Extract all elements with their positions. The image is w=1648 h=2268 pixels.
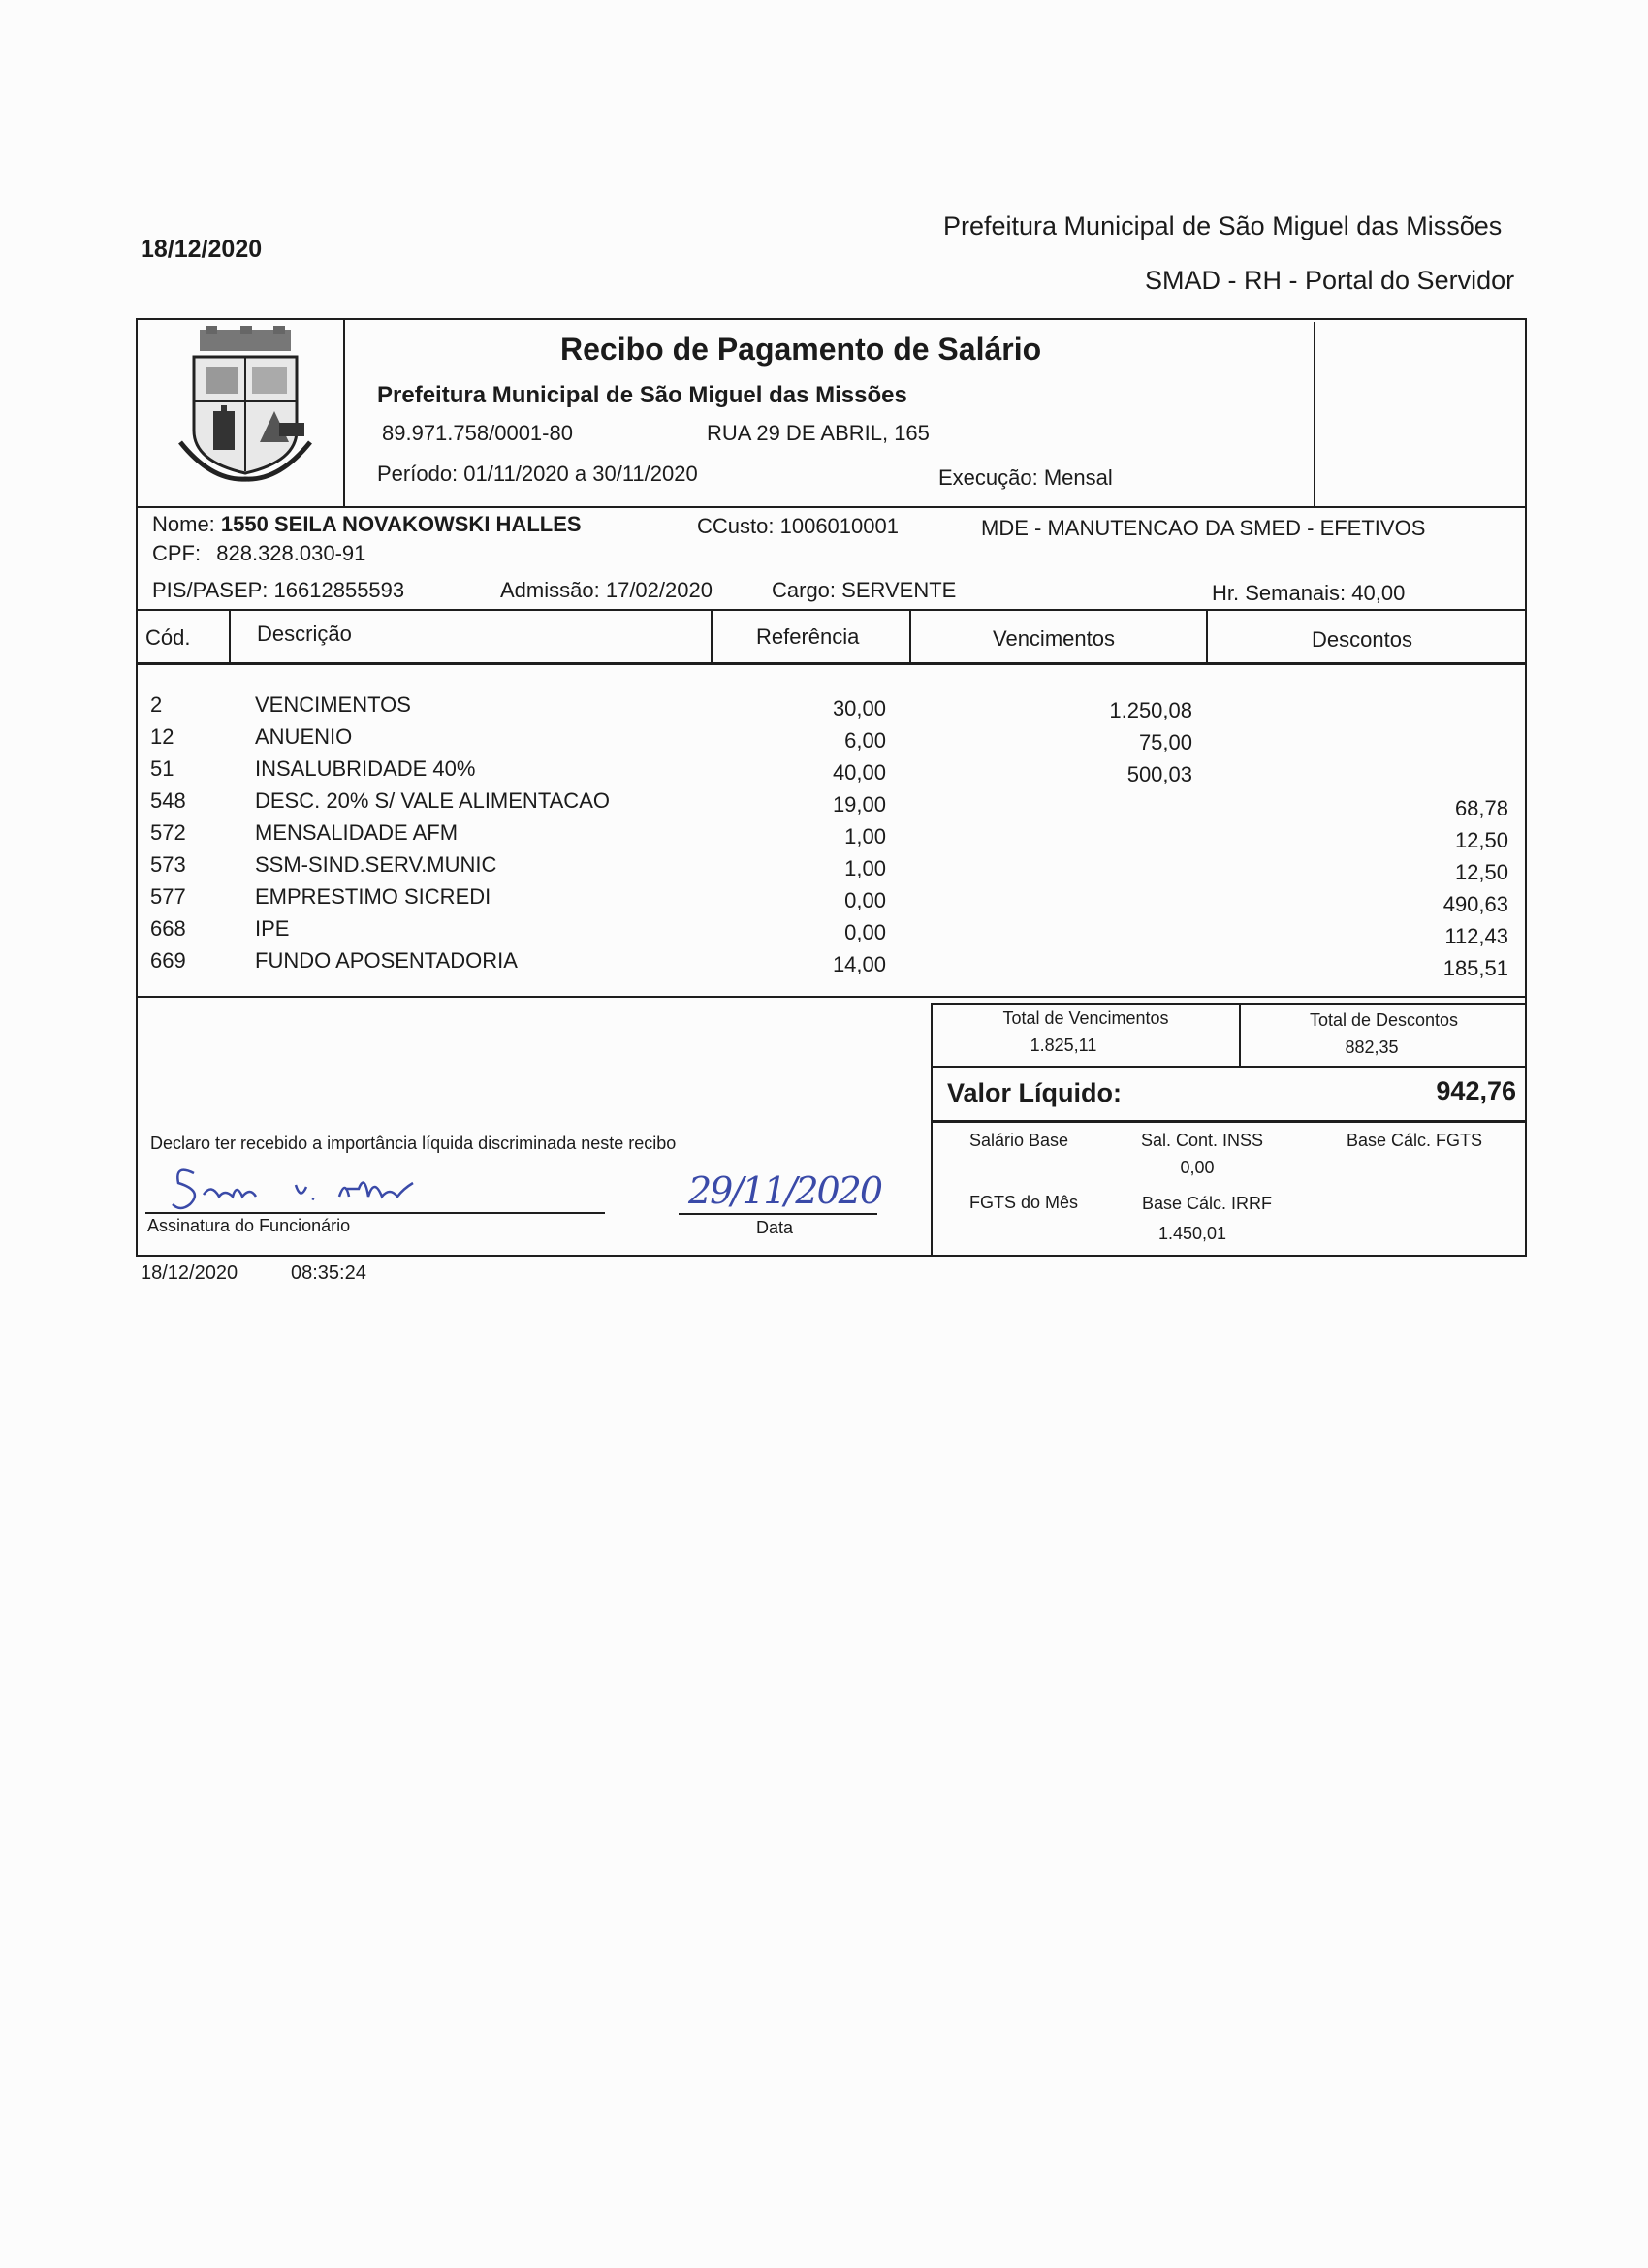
coat-of-arms-logo	[173, 326, 318, 483]
row-ref: 14,00	[832, 952, 886, 976]
row-cod: 2	[150, 692, 163, 717]
salario-base-label: Salário Base	[969, 1131, 1069, 1150]
print-date: 18/12/2020	[141, 236, 263, 263]
admission	[500, 578, 713, 603]
col-header-descontos: Descontos	[1312, 627, 1412, 652]
ccusto	[697, 514, 899, 539]
period-value: 01/11/2020 a 30/11/2020	[463, 462, 698, 486]
total-vencimentos-label: Total de Vencimentos	[1002, 1008, 1169, 1028]
pis-value: 16612855593	[273, 578, 405, 602]
execution-value: Mensal	[1043, 465, 1113, 490]
employee-name-label: Nome:	[152, 512, 215, 536]
valor-liquido-value: 942,76	[1436, 1076, 1516, 1105]
irrf-label: Base Cálc. IRRF	[1142, 1194, 1273, 1213]
total-vencimentos-value: 1.825,11	[1030, 1036, 1097, 1055]
period	[377, 462, 698, 487]
pis-pasep	[152, 578, 404, 603]
weekly-hours	[1212, 581, 1405, 606]
cpf	[152, 541, 365, 566]
col-header-cod: Cód.	[145, 625, 191, 650]
cargo-label: Cargo:	[772, 578, 837, 602]
row-ref: 30,00	[832, 696, 886, 720]
row-desc: FUNDO APOSENTADORIA	[255, 948, 518, 973]
row-cod: 51	[150, 756, 174, 781]
total-descontos-value: 882,35	[1345, 1038, 1399, 1057]
execution-label: Execução:	[938, 465, 1038, 490]
cargo	[772, 578, 956, 603]
row-descto: 112,43	[1444, 924, 1508, 948]
employee-name	[152, 512, 582, 537]
footer-date: 18/12/2020	[141, 1262, 238, 1284]
row-ref: 1,00	[844, 824, 886, 848]
row-desc: MENSALIDADE AFM	[255, 820, 459, 845]
pis-label: PIS/PASEP:	[152, 578, 269, 602]
weekly-hours-value: 40,00	[1351, 581, 1406, 605]
admission-value: 17/02/2020	[605, 578, 713, 602]
receipt-title: Recibo de Pagamento de Salário	[560, 332, 1042, 367]
department: MDE - MANUTENCAO DA SMED - EFETIVOS	[981, 516, 1426, 540]
fgts-mes-label: FGTS do Mês	[969, 1193, 1079, 1212]
row-cod: 12	[150, 724, 174, 749]
total-descontos-label: Total de Descontos	[1309, 1010, 1459, 1030]
row-cod: 577	[150, 884, 186, 909]
row-cod: 548	[150, 788, 186, 813]
inss-value: 0,00	[1180, 1158, 1215, 1177]
row-cod: 669	[150, 948, 186, 973]
row-desc: DESC. 20% S/ VALE ALIMENTACAO	[255, 788, 610, 813]
declaration-text: Declaro ter recebido a importância líquida discriminada neste recibo	[150, 1134, 677, 1153]
valor-liquido-label: Valor Líquido:	[947, 1078, 1122, 1107]
row-desc: EMPRESTIMO SICREDI	[255, 884, 491, 909]
irrf-value: 1.450,01	[1158, 1224, 1227, 1243]
org-name-header: Prefeitura Municipal de São Miguel das Missões	[943, 211, 1503, 240]
row-desc: SSM-SIND.SERV.MUNIC	[255, 852, 497, 877]
row-ref: 0,00	[844, 888, 886, 912]
cargo-value: SERVENTE	[841, 578, 957, 602]
row-cod: 573	[150, 852, 186, 877]
row-desc: ANUENIO	[255, 724, 353, 749]
signature-label: Assinatura do Funcionário	[147, 1216, 351, 1235]
row-ref: 6,00	[844, 728, 886, 752]
row-venc: 1.250,08	[1109, 698, 1192, 722]
row-cod: 668	[150, 916, 186, 941]
row-venc: 75,00	[1138, 730, 1192, 754]
ccusto-label: CCusto:	[697, 514, 775, 538]
employee-name-value: 1550 SEILA NOVAKOWSKI HALLES	[220, 512, 582, 536]
col-header-vencimentos: Vencimentos	[993, 626, 1115, 651]
row-venc: 500,03	[1126, 762, 1192, 786]
row-ref: 1,00	[844, 856, 886, 880]
cpf-value: 828.328.030-91	[216, 541, 366, 565]
ccusto-value: 1006010001	[779, 514, 899, 538]
inss-label: Sal. Cont. INSS	[1141, 1131, 1264, 1150]
period-label: Período:	[377, 462, 459, 486]
footer-time: 08:35:24	[291, 1262, 366, 1284]
row-descto: 185,51	[1442, 956, 1508, 980]
cpf-label: CPF:	[152, 541, 202, 565]
row-descto: 12,50	[1454, 860, 1508, 884]
date-label: Data	[756, 1218, 794, 1237]
employer-address: RUA 29 DE ABRIL, 165	[707, 421, 930, 445]
admission-label: Admissão:	[500, 578, 600, 602]
col-header-referencia: Referência	[756, 624, 860, 649]
fgts-base-label: Base Cálc. FGTS	[1347, 1131, 1483, 1150]
weekly-hours-label: Hr. Semanais:	[1212, 581, 1347, 605]
row-descto: 68,78	[1454, 796, 1508, 820]
row-desc: INSALUBRIDADE 40%	[255, 756, 476, 781]
execution	[938, 465, 1113, 491]
employer-name: Prefeitura Municipal de São Miguel das Missões	[377, 382, 907, 408]
portal-name: SMAD - RH - Portal do Servidor	[1145, 266, 1515, 295]
row-ref: 40,00	[832, 760, 886, 784]
handwritten-date: 29/11/2020	[688, 1169, 882, 1212]
row-descto: 12,50	[1454, 828, 1508, 852]
row-descto: 490,63	[1442, 892, 1508, 916]
employer-cnpj: 89.971.758/0001-80	[382, 421, 573, 445]
row-ref: 19,00	[832, 792, 886, 816]
row-desc: IPE	[255, 916, 290, 941]
row-cod: 572	[150, 820, 186, 845]
row-desc: VENCIMENTOS	[255, 692, 411, 717]
col-header-descricao: Descrição	[257, 622, 352, 646]
row-ref: 0,00	[844, 920, 886, 944]
